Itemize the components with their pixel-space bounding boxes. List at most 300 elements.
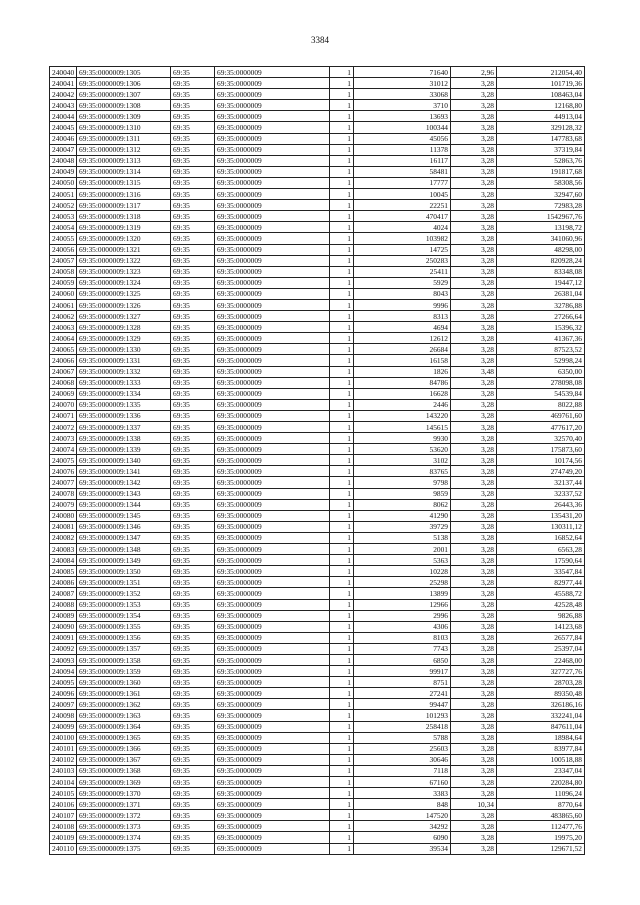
area-cell: 2996 bbox=[354, 610, 451, 621]
table-row bbox=[50, 677, 585, 688]
block-code-cell: 69:35:0000009 bbox=[215, 344, 330, 355]
block-code-cell: 69:35:0000009 bbox=[215, 544, 330, 555]
district-code-cell: 69:35 bbox=[171, 177, 215, 188]
value-cell: 32137,44 bbox=[497, 477, 585, 488]
value-cell: 37319,84 bbox=[497, 144, 585, 155]
cadastral-number-cell: 69:35:0000009:1306 bbox=[77, 78, 171, 89]
value-cell: 44913,04 bbox=[497, 111, 585, 122]
row-number-cell: 240096 bbox=[50, 688, 77, 699]
count-cell: 1 bbox=[330, 266, 354, 277]
table-row bbox=[50, 765, 585, 776]
row-number-cell: 240043 bbox=[50, 100, 77, 111]
cadastral-number-cell: 69:35:0000009:1350 bbox=[77, 566, 171, 577]
value-cell: 278098,08 bbox=[497, 377, 585, 388]
rate-cell: 3,28 bbox=[451, 255, 497, 266]
value-cell: 32337,52 bbox=[497, 488, 585, 499]
table-row bbox=[50, 388, 585, 399]
row-number-cell: 240045 bbox=[50, 122, 77, 133]
rate-cell: 3,28 bbox=[451, 144, 497, 155]
count-cell: 1 bbox=[330, 477, 354, 488]
area-cell: 145615 bbox=[354, 422, 451, 433]
district-code-cell: 69:35 bbox=[171, 710, 215, 721]
row-number-cell: 240098 bbox=[50, 710, 77, 721]
block-code-cell: 69:35:0000009 bbox=[215, 810, 330, 821]
rate-cell: 3,28 bbox=[451, 100, 497, 111]
block-code-cell: 69:35:0000009 bbox=[215, 144, 330, 155]
row-number-cell: 240061 bbox=[50, 299, 77, 310]
rate-cell: 3,28 bbox=[451, 532, 497, 543]
area-cell: 250283 bbox=[354, 255, 451, 266]
table-row bbox=[50, 510, 585, 521]
rate-cell: 3,28 bbox=[451, 466, 497, 477]
cadastral-number-cell: 69:35:0000009:1343 bbox=[77, 488, 171, 499]
cadastral-number-cell: 69:35:0000009:1356 bbox=[77, 632, 171, 643]
area-cell: 100344 bbox=[354, 122, 451, 133]
district-code-cell: 69:35 bbox=[171, 322, 215, 333]
area-cell: 26684 bbox=[354, 344, 451, 355]
table-row bbox=[50, 177, 585, 188]
count-cell: 1 bbox=[330, 299, 354, 310]
district-code-cell: 69:35 bbox=[171, 610, 215, 621]
count-cell: 1 bbox=[330, 133, 354, 144]
cadastral-number-cell: 69:35:0000009:1354 bbox=[77, 610, 171, 621]
rate-cell: 3,28 bbox=[451, 743, 497, 754]
area-cell: 45056 bbox=[354, 133, 451, 144]
table-row bbox=[50, 255, 585, 266]
count-cell: 1 bbox=[330, 366, 354, 377]
value-cell: 220284,80 bbox=[497, 777, 585, 788]
value-cell: 82977,44 bbox=[497, 577, 585, 588]
value-cell: 8770,64 bbox=[497, 799, 585, 810]
table-row bbox=[50, 244, 585, 255]
count-cell: 1 bbox=[330, 444, 354, 455]
rate-cell: 2,96 bbox=[451, 67, 497, 78]
rate-cell: 3,28 bbox=[451, 732, 497, 743]
cadastral-number-cell: 69:35:0000009:1332 bbox=[77, 366, 171, 377]
value-cell: 175873,60 bbox=[497, 444, 585, 455]
count-cell: 1 bbox=[330, 765, 354, 776]
cadastral-number-cell: 69:35:0000009:1317 bbox=[77, 200, 171, 211]
district-code-cell: 69:35 bbox=[171, 399, 215, 410]
area-cell: 53620 bbox=[354, 444, 451, 455]
cadastral-number-cell: 69:35:0000009:1351 bbox=[77, 577, 171, 588]
area-cell: 71640 bbox=[354, 67, 451, 78]
area-cell: 5138 bbox=[354, 532, 451, 543]
area-cell: 8103 bbox=[354, 632, 451, 643]
area-cell: 9859 bbox=[354, 488, 451, 499]
value-cell: 100518,88 bbox=[497, 754, 585, 765]
table-row bbox=[50, 821, 585, 832]
row-number-cell: 240069 bbox=[50, 388, 77, 399]
block-code-cell: 69:35:0000009 bbox=[215, 643, 330, 654]
district-code-cell: 69:35 bbox=[171, 222, 215, 233]
value-cell: 19975,20 bbox=[497, 832, 585, 843]
rate-cell: 3,28 bbox=[451, 410, 497, 421]
row-number-cell: 240060 bbox=[50, 288, 77, 299]
rate-cell: 3,28 bbox=[451, 355, 497, 366]
value-cell: 48298,00 bbox=[497, 244, 585, 255]
area-cell: 67160 bbox=[354, 777, 451, 788]
count-cell: 1 bbox=[330, 599, 354, 610]
district-code-cell: 69:35 bbox=[171, 754, 215, 765]
row-number-cell: 240099 bbox=[50, 721, 77, 732]
count-cell: 1 bbox=[330, 111, 354, 122]
block-code-cell: 69:35:0000009 bbox=[215, 277, 330, 288]
district-code-cell: 69:35 bbox=[171, 555, 215, 566]
area-cell: 33068 bbox=[354, 89, 451, 100]
row-number-cell: 240073 bbox=[50, 433, 77, 444]
cadastral-number-cell: 69:35:0000009:1363 bbox=[77, 710, 171, 721]
area-cell: 7743 bbox=[354, 643, 451, 654]
count-cell: 1 bbox=[330, 166, 354, 177]
rate-cell: 3,28 bbox=[451, 222, 497, 233]
block-code-cell: 69:35:0000009 bbox=[215, 166, 330, 177]
area-cell: 3383 bbox=[354, 788, 451, 799]
cadastral-number-cell: 69:35:0000009:1329 bbox=[77, 333, 171, 344]
row-number-cell: 240094 bbox=[50, 666, 77, 677]
cadastral-number-cell: 69:35:0000009:1359 bbox=[77, 666, 171, 677]
block-code-cell: 69:35:0000009 bbox=[215, 422, 330, 433]
row-number-cell: 240048 bbox=[50, 155, 77, 166]
value-cell: 820928,24 bbox=[497, 255, 585, 266]
rate-cell: 3,28 bbox=[451, 322, 497, 333]
value-cell: 22468,00 bbox=[497, 654, 585, 665]
area-cell: 58481 bbox=[354, 166, 451, 177]
value-cell: 72983,28 bbox=[497, 200, 585, 211]
row-number-cell: 240066 bbox=[50, 355, 77, 366]
rate-cell: 3,28 bbox=[451, 455, 497, 466]
count-cell: 1 bbox=[330, 78, 354, 89]
row-number-cell: 240050 bbox=[50, 177, 77, 188]
rate-cell: 3,28 bbox=[451, 488, 497, 499]
district-code-cell: 69:35 bbox=[171, 532, 215, 543]
table-row bbox=[50, 122, 585, 133]
table-row bbox=[50, 322, 585, 333]
row-number-cell: 240083 bbox=[50, 544, 77, 555]
table-row bbox=[50, 233, 585, 244]
block-code-cell: 69:35:0000009 bbox=[215, 677, 330, 688]
block-code-cell: 69:35:0000009 bbox=[215, 721, 330, 732]
row-number-cell: 240103 bbox=[50, 765, 77, 776]
cadastral-number-cell: 69:35:0000009:1342 bbox=[77, 477, 171, 488]
value-cell: 54539,84 bbox=[497, 388, 585, 399]
row-number-cell: 240067 bbox=[50, 366, 77, 377]
table-row bbox=[50, 477, 585, 488]
value-cell: 33547,84 bbox=[497, 566, 585, 577]
block-code-cell: 69:35:0000009 bbox=[215, 521, 330, 532]
table-row bbox=[50, 666, 585, 677]
area-cell: 14725 bbox=[354, 244, 451, 255]
cadastral-number-cell: 69:35:0000009:1365 bbox=[77, 732, 171, 743]
block-code-cell: 69:35:0000009 bbox=[215, 111, 330, 122]
row-number-cell: 240055 bbox=[50, 233, 77, 244]
cadastral-number-cell: 69:35:0000009:1337 bbox=[77, 422, 171, 433]
table-row bbox=[50, 366, 585, 377]
district-code-cell: 69:35 bbox=[171, 799, 215, 810]
rate-cell: 3,28 bbox=[451, 266, 497, 277]
row-number-cell: 240108 bbox=[50, 821, 77, 832]
block-code-cell: 69:35:0000009 bbox=[215, 577, 330, 588]
area-cell: 99447 bbox=[354, 699, 451, 710]
block-code-cell: 69:35:0000009 bbox=[215, 177, 330, 188]
table-row bbox=[50, 544, 585, 555]
area-cell: 25411 bbox=[354, 266, 451, 277]
district-code-cell: 69:35 bbox=[171, 344, 215, 355]
area-cell: 5788 bbox=[354, 732, 451, 743]
area-cell: 2001 bbox=[354, 544, 451, 555]
row-number-cell: 240063 bbox=[50, 322, 77, 333]
cadastral-number-cell: 69:35:0000009:1310 bbox=[77, 122, 171, 133]
district-code-cell: 69:35 bbox=[171, 466, 215, 477]
count-cell: 1 bbox=[330, 643, 354, 654]
area-cell: 16628 bbox=[354, 388, 451, 399]
row-number-cell: 240097 bbox=[50, 699, 77, 710]
count-cell: 1 bbox=[330, 788, 354, 799]
table-row bbox=[50, 189, 585, 200]
row-number-cell: 240049 bbox=[50, 166, 77, 177]
district-code-cell: 69:35 bbox=[171, 699, 215, 710]
rate-cell: 3,28 bbox=[451, 621, 497, 632]
count-cell: 1 bbox=[330, 233, 354, 244]
value-cell: 89350,48 bbox=[497, 688, 585, 699]
table-row bbox=[50, 621, 585, 632]
block-code-cell: 69:35:0000009 bbox=[215, 222, 330, 233]
cadastral-number-cell: 69:35:0000009:1328 bbox=[77, 322, 171, 333]
area-cell: 25298 bbox=[354, 577, 451, 588]
block-code-cell: 69:35:0000009 bbox=[215, 610, 330, 621]
count-cell: 1 bbox=[330, 399, 354, 410]
value-cell: 13198,72 bbox=[497, 222, 585, 233]
cadastral-number-cell: 69:35:0000009:1369 bbox=[77, 777, 171, 788]
cadastral-number-cell: 69:35:0000009:1324 bbox=[77, 277, 171, 288]
table-row bbox=[50, 144, 585, 155]
table-row bbox=[50, 433, 585, 444]
area-cell: 5929 bbox=[354, 277, 451, 288]
table-row bbox=[50, 721, 585, 732]
district-code-cell: 69:35 bbox=[171, 377, 215, 388]
cadastral-number-cell: 69:35:0000009:1339 bbox=[77, 444, 171, 455]
district-code-cell: 69:35 bbox=[171, 233, 215, 244]
block-code-cell: 69:35:0000009 bbox=[215, 433, 330, 444]
rate-cell: 3,28 bbox=[451, 244, 497, 255]
rate-cell: 3,28 bbox=[451, 78, 497, 89]
count-cell: 1 bbox=[330, 388, 354, 399]
count-cell: 1 bbox=[330, 843, 354, 854]
table-row bbox=[50, 67, 585, 78]
count-cell: 1 bbox=[330, 743, 354, 754]
area-cell: 16117 bbox=[354, 155, 451, 166]
count-cell: 1 bbox=[330, 200, 354, 211]
district-code-cell: 69:35 bbox=[171, 566, 215, 577]
count-cell: 1 bbox=[330, 754, 354, 765]
value-cell: 58308,56 bbox=[497, 177, 585, 188]
block-code-cell: 69:35:0000009 bbox=[215, 133, 330, 144]
rate-cell: 3,28 bbox=[451, 200, 497, 211]
row-number-cell: 240040 bbox=[50, 67, 77, 78]
count-cell: 1 bbox=[330, 610, 354, 621]
block-code-cell: 69:35:0000009 bbox=[215, 510, 330, 521]
area-cell: 7118 bbox=[354, 765, 451, 776]
cadastral-number-cell: 69:35:0000009:1367 bbox=[77, 754, 171, 765]
count-cell: 1 bbox=[330, 654, 354, 665]
rate-cell: 3,28 bbox=[451, 299, 497, 310]
count-cell: 1 bbox=[330, 433, 354, 444]
count-cell: 1 bbox=[330, 499, 354, 510]
row-number-cell: 240052 bbox=[50, 200, 77, 211]
cadastral-number-cell: 69:35:0000009:1314 bbox=[77, 166, 171, 177]
row-number-cell: 240086 bbox=[50, 577, 77, 588]
value-cell: 6350,00 bbox=[497, 366, 585, 377]
value-cell: 17590,64 bbox=[497, 555, 585, 566]
block-code-cell: 69:35:0000009 bbox=[215, 499, 330, 510]
table-row bbox=[50, 810, 585, 821]
row-number-cell: 240089 bbox=[50, 610, 77, 621]
district-code-cell: 69:35 bbox=[171, 654, 215, 665]
table-row bbox=[50, 688, 585, 699]
area-cell: 6850 bbox=[354, 654, 451, 665]
district-code-cell: 69:35 bbox=[171, 477, 215, 488]
rate-cell: 3,28 bbox=[451, 632, 497, 643]
value-cell: 41367,36 bbox=[497, 333, 585, 344]
count-cell: 1 bbox=[330, 322, 354, 333]
rate-cell: 3,28 bbox=[451, 577, 497, 588]
table-row bbox=[50, 643, 585, 654]
block-code-cell: 69:35:0000009 bbox=[215, 89, 330, 100]
count-cell: 1 bbox=[330, 688, 354, 699]
table-row bbox=[50, 566, 585, 577]
cadastral-number-cell: 69:35:0000009:1321 bbox=[77, 244, 171, 255]
table-row bbox=[50, 610, 585, 621]
value-cell: 135431,20 bbox=[497, 510, 585, 521]
table-row bbox=[50, 788, 585, 799]
block-code-cell: 69:35:0000009 bbox=[215, 743, 330, 754]
district-code-cell: 69:35 bbox=[171, 455, 215, 466]
area-cell: 147520 bbox=[354, 810, 451, 821]
row-number-cell: 240102 bbox=[50, 754, 77, 765]
cadastral-number-cell: 69:35:0000009:1313 bbox=[77, 155, 171, 166]
row-number-cell: 240078 bbox=[50, 488, 77, 499]
cadastral-number-cell: 69:35:0000009:1370 bbox=[77, 788, 171, 799]
block-code-cell: 69:35:0000009 bbox=[215, 444, 330, 455]
district-code-cell: 69:35 bbox=[171, 333, 215, 344]
value-cell: 45588,72 bbox=[497, 588, 585, 599]
area-cell: 83765 bbox=[354, 466, 451, 477]
area-cell: 12612 bbox=[354, 333, 451, 344]
rate-cell: 3,48 bbox=[451, 366, 497, 377]
rate-cell: 3,28 bbox=[451, 422, 497, 433]
block-code-cell: 69:35:0000009 bbox=[215, 588, 330, 599]
rate-cell: 3,28 bbox=[451, 721, 497, 732]
table-row bbox=[50, 521, 585, 532]
table-row bbox=[50, 333, 585, 344]
rate-cell: 3,28 bbox=[451, 588, 497, 599]
district-code-cell: 69:35 bbox=[171, 577, 215, 588]
rate-cell: 3,28 bbox=[451, 333, 497, 344]
value-cell: 14123,68 bbox=[497, 621, 585, 632]
area-cell: 84786 bbox=[354, 377, 451, 388]
row-number-cell: 240077 bbox=[50, 477, 77, 488]
row-number-cell: 240079 bbox=[50, 499, 77, 510]
rate-cell: 3,28 bbox=[451, 566, 497, 577]
cadastral-number-cell: 69:35:0000009:1341 bbox=[77, 466, 171, 477]
value-cell: 8022,88 bbox=[497, 399, 585, 410]
rate-cell: 3,28 bbox=[451, 111, 497, 122]
table-row bbox=[50, 288, 585, 299]
block-code-cell: 69:35:0000009 bbox=[215, 555, 330, 566]
district-code-cell: 69:35 bbox=[171, 266, 215, 277]
row-number-cell: 240075 bbox=[50, 455, 77, 466]
block-code-cell: 69:35:0000009 bbox=[215, 67, 330, 78]
area-cell: 10045 bbox=[354, 189, 451, 200]
row-number-cell: 240071 bbox=[50, 410, 77, 421]
rate-cell: 3,28 bbox=[451, 832, 497, 843]
district-code-cell: 69:35 bbox=[171, 255, 215, 266]
block-code-cell: 69:35:0000009 bbox=[215, 155, 330, 166]
table-row bbox=[50, 78, 585, 89]
value-cell: 52998,24 bbox=[497, 355, 585, 366]
count-cell: 1 bbox=[330, 377, 354, 388]
rate-cell: 3,28 bbox=[451, 477, 497, 488]
row-number-cell: 240110 bbox=[50, 843, 77, 854]
value-cell: 32786,88 bbox=[497, 299, 585, 310]
row-number-cell: 240090 bbox=[50, 621, 77, 632]
cadastral-number-cell: 69:35:0000009:1319 bbox=[77, 222, 171, 233]
area-cell: 16158 bbox=[354, 355, 451, 366]
row-number-cell: 240044 bbox=[50, 111, 77, 122]
row-number-cell: 240041 bbox=[50, 78, 77, 89]
row-number-cell: 240085 bbox=[50, 566, 77, 577]
rate-cell: 3,28 bbox=[451, 699, 497, 710]
cadastral-number-cell: 69:35:0000009:1316 bbox=[77, 189, 171, 200]
table-row bbox=[50, 732, 585, 743]
table-row bbox=[50, 133, 585, 144]
block-code-cell: 69:35:0000009 bbox=[215, 455, 330, 466]
district-code-cell: 69:35 bbox=[171, 155, 215, 166]
cadastral-number-cell: 69:35:0000009:1334 bbox=[77, 388, 171, 399]
cadastral-number-cell: 69:35:0000009:1352 bbox=[77, 588, 171, 599]
cadastral-number-cell: 69:35:0000009:1312 bbox=[77, 144, 171, 155]
district-code-cell: 69:35 bbox=[171, 288, 215, 299]
district-code-cell: 69:35 bbox=[171, 743, 215, 754]
table-row bbox=[50, 355, 585, 366]
block-code-cell: 69:35:0000009 bbox=[215, 122, 330, 133]
value-cell: 129671,52 bbox=[497, 843, 585, 854]
table-row bbox=[50, 499, 585, 510]
table-row bbox=[50, 410, 585, 421]
block-code-cell: 69:35:0000009 bbox=[215, 388, 330, 399]
count-cell: 1 bbox=[330, 721, 354, 732]
rate-cell: 3,28 bbox=[451, 810, 497, 821]
count-cell: 1 bbox=[330, 277, 354, 288]
row-number-cell: 240076 bbox=[50, 466, 77, 477]
value-cell: 108463,04 bbox=[497, 89, 585, 100]
count-cell: 1 bbox=[330, 466, 354, 477]
cadastral-number-cell: 69:35:0000009:1335 bbox=[77, 399, 171, 410]
district-code-cell: 69:35 bbox=[171, 632, 215, 643]
value-cell: 32570,40 bbox=[497, 433, 585, 444]
cadastral-number-cell: 69:35:0000009:1320 bbox=[77, 233, 171, 244]
district-code-cell: 69:35 bbox=[171, 244, 215, 255]
cadastral-number-cell: 69:35:0000009:1372 bbox=[77, 810, 171, 821]
rate-cell: 3,28 bbox=[451, 211, 497, 222]
rate-cell: 3,28 bbox=[451, 510, 497, 521]
rate-cell: 3,28 bbox=[451, 710, 497, 721]
district-code-cell: 69:35 bbox=[171, 788, 215, 799]
area-cell: 848 bbox=[354, 799, 451, 810]
area-cell: 11378 bbox=[354, 144, 451, 155]
count-cell: 1 bbox=[330, 777, 354, 788]
block-code-cell: 69:35:0000009 bbox=[215, 710, 330, 721]
